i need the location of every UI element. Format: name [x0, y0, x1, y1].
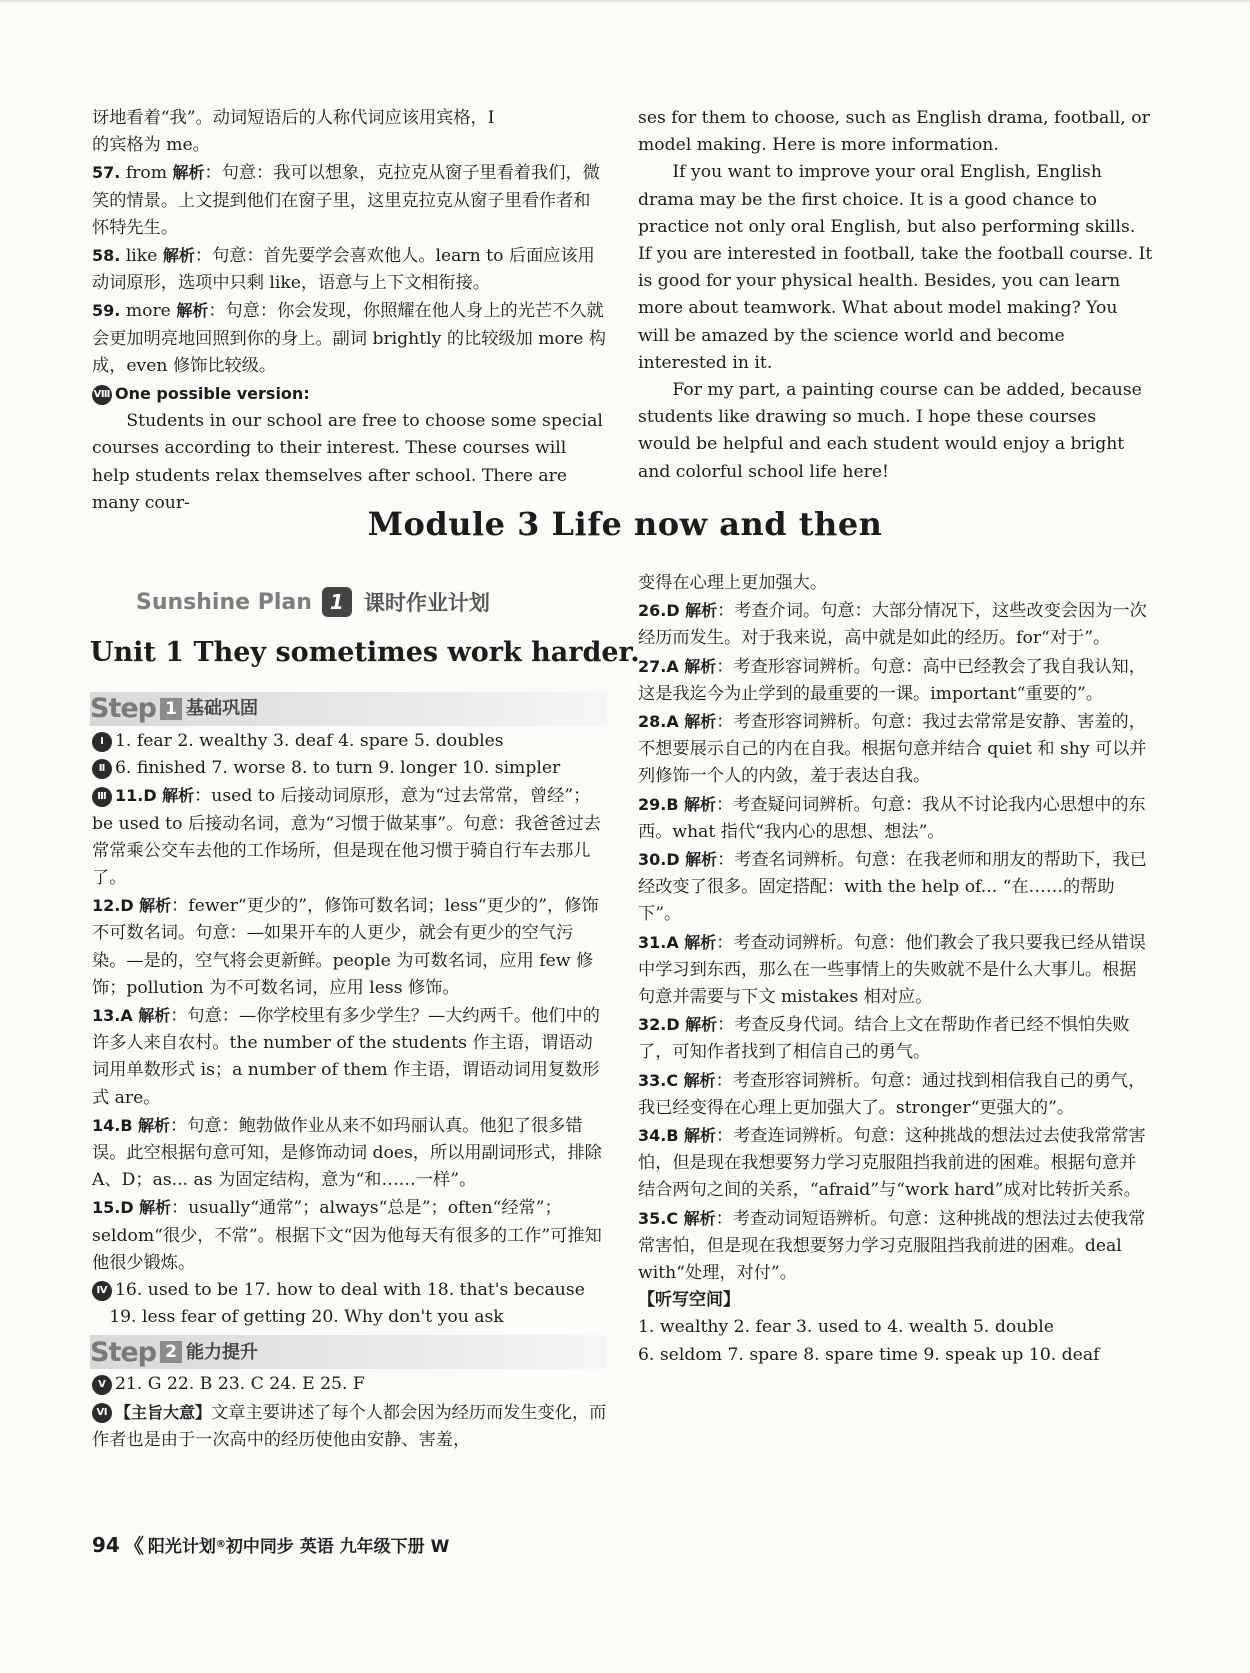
answers-section-1: Ⅰ 1. fear 2. wealthy 3. deaf 4. spare 5. doubles — [92, 728, 607, 755]
section-marker: Ⅴ — [92, 1375, 112, 1395]
answer-31: 31.A 解析：考查动词辨析。句意：他们教会了我只要我已经从错误中学习到东西，那么在一些事情上的失败就不是什么大事儿。根据句意并需要与下文 mistakes 相对应。 — [638, 932, 1146, 1008]
unit-title: Unit 1 They sometimes work harder. — [90, 637, 640, 668]
answer-27: 27.A 解析：考查形容词辨析。句意：高中已经教会了我自我认知，这是我迄今为止学到的最重要的一课。important“重要的”。 — [638, 656, 1146, 704]
sunshine-plan-banner: Sunshine Plan 1 课时作业计划 — [136, 585, 490, 619]
section-marker: Ⅱ — [92, 759, 112, 779]
bottom-right-column — [638, 570, 1153, 1369]
page-footer — [92, 1530, 449, 1559]
section-marker: Ⅳ — [92, 1281, 112, 1301]
answer-59: 59. more 解析：句意：你会发现，你照耀在他人身上的光芒不久就会更加明亮地回照到你的身上。副词 brightly 的比较级加 more 构成，even 修饰比较级。 — [92, 301, 606, 376]
essay-paragraph: If you want to improve your oral English, English drama may be the first choice. It is a good chance to practice not only oral English, but also performing skills. If you are interested in football, take the football course. It is good for your physical health. Besides, you can learn more about teamwork. What about model making? You will be amazed by the science world and become interested in it. — [638, 162, 1153, 373]
step2-banner: Step 2 能力提升 — [90, 1335, 607, 1369]
registered-mark: ® — [215, 1539, 226, 1550]
essay-paragraph: For my part, a painting course can be added, because students like drawing so much. I hope these courses would be helpful and each student would enjoy a bright and colorful school life here! — [638, 380, 1142, 482]
answers-section-4: Ⅳ 16. used to be 17. how to deal with 18. that's because — [92, 1277, 607, 1304]
section-marker: Ⅷ — [92, 385, 112, 405]
answer-13: 13.A 解析：句意：—你学校里有多少学生？—大约两千。他们中的许多人来自农村。the number of the students 作主语，谓语动词用单数形式 is；a number of them 作主语，谓语动词用复数形式 are。 — [92, 1006, 600, 1108]
essay-paragraph: Students in our school are free to choose some special courses according to their interest. These courses will help students relax themselves after school. There are many cour- — [92, 411, 603, 513]
answer-26: 26.D 解析：考查介词。句意：大部分情况下，这些改变会因为一次经历而发生。对于我来说，高中就是如此的经历。for“对于”。 — [638, 601, 1147, 649]
answer-14: 14.B 解析：句意：鲍勃做作业从来不如玛丽认真。他犯了很多错误。此空根据句意可知，是修饰动词 does，所以用副词形式，排除 A、D；as... as 为固定结构，意为“和……一样”。 — [92, 1115, 602, 1191]
text-line: 讶地看着“我”。动词短语后的人称代词应该用宾格，I — [92, 108, 495, 128]
answer-58: 58. like 解析：句意：首先要学会喜欢他人。learn to 后面应该用动词原形，选项中只剩 like，语意与上下文相衔接。 — [92, 246, 595, 294]
dictation-line: 1. wealthy 2. fear 3. used to 4. wealth 5. double — [638, 1317, 1054, 1338]
version-heading: Ⅷ One possible version: — [93, 384, 310, 404]
answer-35: 35.C 解析：考查动词短语辨析。句意：这种挑战的想法过去使我常常害怕，但是现在我想要努力学习克服阻挡我前进的困难。deal with“处理，对付”。 — [638, 1208, 1146, 1284]
answer-12: 12.D 解析：fewer“更少的”，修饰可数名词；less“更少的”，修饰不可数名词。句意：—如果开车的人更少，就会有更少的空气污染。—是的，空气将会更新鲜。people 为可数名词，应用 few 修饰；pollution 为不可数名词，应用 less 修饰。 — [92, 896, 599, 998]
text-line: 变得在心理上更加强大。 — [638, 573, 828, 593]
module-title: Module 3 Life now and then — [367, 505, 883, 543]
top-right-column — [638, 105, 1153, 486]
answer-57: 57. from 解析：句意：我可以想象，克拉克从窗子里看着我们，微笑的情景。上文提到他们在窗子里，这里克拉克从窗子里看作者和怀特先生。 — [92, 163, 600, 238]
top-left-column — [92, 105, 607, 517]
answer-30: 30.D 解析：考查名词辨析。句意：在我老师和朋友的帮助下，我已经改变了很多。固定搭配：with the help of... “在……的帮助下”。 — [638, 850, 1147, 925]
section-marker: Ⅵ — [92, 1403, 112, 1423]
book-title: 初中同步 英语 九年级下册 W — [225, 1537, 450, 1557]
text-line: 的宾格为 me。 — [92, 135, 210, 156]
section-marker: Ⅰ — [92, 732, 112, 752]
page-number: 94 — [92, 1532, 120, 1557]
answer-15: 15.D 解析：usually“通常”；always“总是”；often“经常”；seldom“很少，不常”。根据下文“因为他每天有很多的工作”可推知他很少锻炼。 — [92, 1198, 602, 1273]
answer-28: 28.A 解析：考查形容词辨析。句意：我过去常常是安静、害羞的，不想要展示自己的内在自我。根据句意并结合 quiet 和 shy 可以并列修饰一个人的内敛，羞于表达自我。 — [638, 712, 1147, 787]
answer-11: Ⅲ 11.D 解析：used to 后接动词原形，意为“过去常常，曾经”；be used to 后接动名词，意为“习惯于做某事”。句意：我爸爸过去常常乘公交车去他的工作场所，但是现在他习惯于骑自行车去那儿了。 — [92, 786, 601, 889]
top-edge — [0, 0, 1250, 2]
answers-section-5: Ⅴ 21. G 22. B 23. C 24. E 25. F — [92, 1371, 607, 1398]
answer-34: 34.B 解析：考查连词辨析。句意：这种挑战的想法过去使我常常害怕，但是现在我想要努力学习克服阻挡我前进的困难。根据句意并结合两句之间的关系，“afraid”与“work hard”成对比转折关系。 — [638, 1126, 1146, 1201]
chevron-left-icon: 《 — [123, 1534, 144, 1558]
answers-section-6: Ⅵ 【主旨大意】文章主要讲述了每个人都会因为经历而发生变化，而作者也是由于一次高中的经历使他由安静、害羞， — [92, 1402, 607, 1450]
brand-name: 阳光计划 — [147, 1537, 216, 1557]
answer-33: 33.C 解析：考查形容词辨析。句意：通过找到相信我自己的勇气，我已经变得在心理上更加强大了。stronger“更强大的”。 — [638, 1070, 1146, 1118]
answer-32: 32.D 解析：考查反身代词。结合上文在帮助作者已经不惧怕失败了，可知作者找到了相信自己的勇气。 — [638, 1015, 1130, 1063]
essay-paragraph: ses for them to choose, such as English drama, football, or model making. Here is more information. — [638, 108, 1150, 156]
bottom-left-column — [92, 688, 607, 1454]
section-marker: Ⅲ — [92, 787, 112, 807]
answers-section-4-cont: 19. less fear of getting 20. Why don't you ask — [109, 1307, 504, 1328]
answer-29: 29.B 解析：考查疑问词辨析。句意：我从不讨论我内心思想中的东西。what 指代“我内心的思想、想法”。 — [638, 794, 1146, 842]
dictation-line: 6. seldom 7. spare 8. spare time 9. speak up 10. deaf — [638, 1344, 1100, 1365]
dictation-title: 【听写空间】 — [638, 1290, 740, 1311]
plan-number: 1 — [322, 587, 352, 617]
step1-banner: Step 1 基础巩固 — [90, 692, 607, 726]
answers-section-2: Ⅱ 6. finished 7. worse 8. to turn 9. longer 10. simpler — [92, 755, 607, 782]
